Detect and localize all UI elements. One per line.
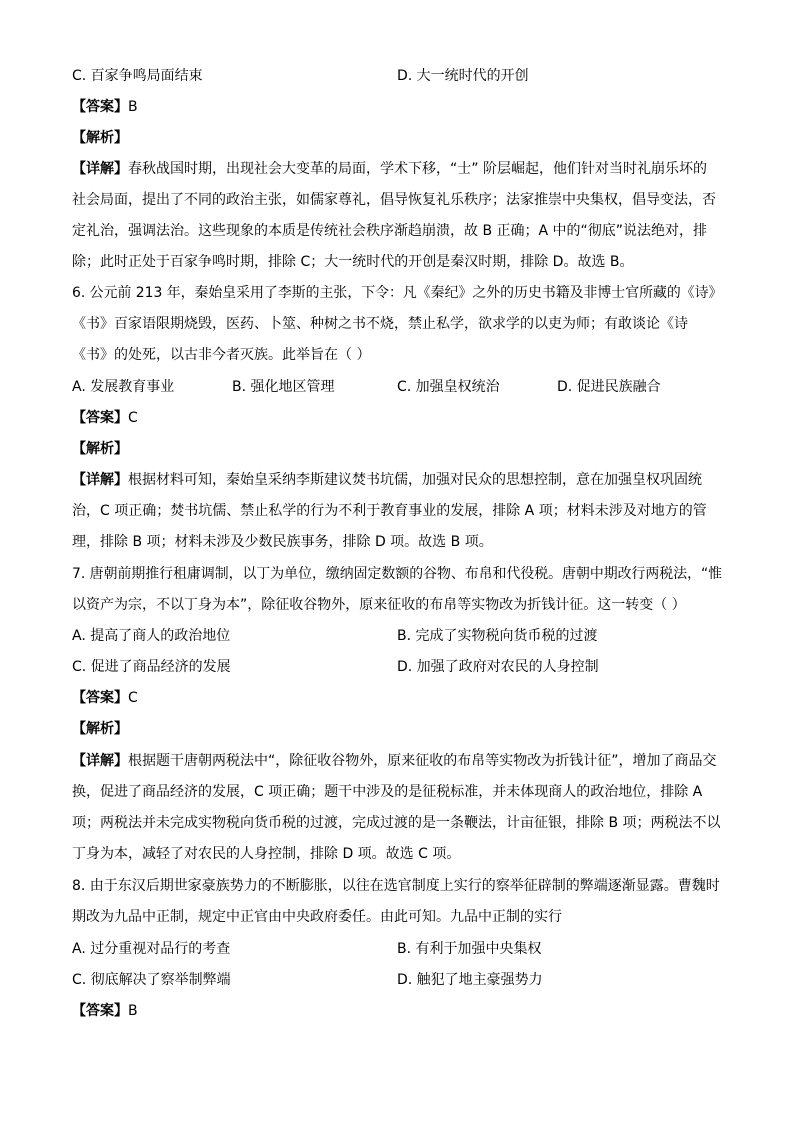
- q8-option-d: D. 触犯了地主豪强势力: [397, 972, 543, 988]
- q5-detail-line-4: 除；此时正处于百家争鸣时期，排除 C；大一统时代的开创是秦汉时期，排除 D。故选 B。: [72, 254, 634, 270]
- q5-detail-line-3: 定礼治，强调法治。这些现象的本质是传统社会秩序渐趋崩溃，故 B 正确；A 中的“彻底”说法绝对，排: [72, 223, 708, 239]
- q8-answer-line: [72, 1001, 138, 1021]
- q8-option-c: C. 彻底解决了察举制弊端: [72, 972, 231, 988]
- q6-stem-line-2: 《书》百家语限期烧毁，医药、卜筮、种树之书不烧，禁止私学，欲求学的以吏为师；有敢谈论《诗: [72, 316, 688, 332]
- q6-answer-line: [72, 408, 138, 428]
- q8-option-b: B. 有利于加强中央集权: [397, 941, 542, 957]
- q7-option-a: A. 提高了商人的政治地位: [72, 628, 231, 644]
- q7-detail-line-3: 项；两税法并未完成实物税向货币税的过渡，完成过渡的是一条鞭法，计亩征银，排除 B 项；两税法不以: [72, 815, 721, 831]
- answer-tag: 【答案】: [72, 410, 128, 426]
- detail-tag: 【详解】: [72, 753, 128, 769]
- q5-answer: B: [128, 99, 138, 115]
- q7-option-b: B. 完成了实物税向货币税的过渡: [397, 628, 598, 644]
- answer-tag: 【答案】: [72, 1003, 128, 1019]
- q7-detail-text-1: 根据题干唐朝两税法中“，除征收谷物外，原来征收的布帛等实物改为折钱计征”，增加了商品交: [128, 753, 717, 769]
- q7-detail-line-4: 丁身为本，减轻了对农民的人身控制，排除 D 项。故选 C 项。: [72, 846, 461, 862]
- analysis-tag: 【解析】: [72, 130, 128, 146]
- q8-stem-line-1: 8. 由于东汉后期世家豪族势力的不断膨胀，以往在选官制度上实行的察举征辟制的弊端逐渐显露。曹魏时: [72, 878, 720, 894]
- analysis-tag: 【解析】: [72, 441, 128, 457]
- q6-detail-line-3: 理，排除 B 项；材料未涉及少数民族事务，排除 D 项。故选 B 项。: [72, 534, 493, 550]
- q7-analysis-tag: [72, 719, 128, 739]
- q6-detail-line-2: 治，C 项正确；焚书坑儒、禁止私学的行为不利于教育事业的发展，排除 A 项；材料未涉及对地方的管: [72, 503, 707, 519]
- q8-answer: B: [128, 1003, 138, 1019]
- q6-option-a: A. 发展教育事业: [72, 379, 175, 395]
- q5-option-d: D. 大一统时代的开创: [397, 68, 529, 84]
- q7-option-d: D. 加强了政府对农民的人身控制: [397, 659, 599, 675]
- q7-detail-line-2: 换，促进了商品经济的发展，C 项正确；题干中涉及的是征税标准，并未体现商人的政治地位，排除 A: [72, 784, 703, 800]
- q5-answer-line: [72, 97, 138, 117]
- q5-detail-text-1: 春秋战国时期，出现社会大变革的局面，学术下移，“士” 阶层崛起，他们针对当时礼崩乐坏的: [128, 161, 707, 177]
- q7-answer-line: [72, 688, 138, 708]
- q5-detail-line-1: [72, 159, 707, 179]
- q6-detail-line-1: [72, 470, 702, 490]
- q6-detail-text-1: 根据材料可知，秦始皇采纳李斯建议焚书坑儒，加强对民众的思想控制，意在加强皇权巩固统: [128, 472, 702, 488]
- q7-stem-line-2: 以资产为宗，不以丁身为本”，除征收谷物外，原来征收的布帛等实物改为折钱计征。这一转变（ ）: [72, 597, 686, 613]
- q7-stem-line-1: 7. 唐朝前期推行租庸调制，以丁为单位，缴纳固定数额的谷物、布帛和代役税。唐朝中期改行两税法，“惟: [72, 566, 723, 582]
- q6-stem-line-1: 6. 公元前 213 年，秦始皇采用了李斯的主张，下令：凡《秦纪》之外的历史书籍及非博士官所藏的《诗》: [72, 285, 723, 301]
- q8-stem-line-2: 期改为九品中正制，规定中正官由中央政府委任。由此可知。九品中正制的实行: [72, 909, 562, 925]
- q6-stem-line-3: 《书》的处死，以古非今者灭族。此举旨在（ ）: [72, 347, 371, 363]
- q7-answer: C: [128, 690, 138, 706]
- q6-answer: C: [128, 410, 138, 426]
- q6-option-d: D. 促进民族融合: [557, 379, 661, 395]
- q6-analysis-tag: [72, 439, 128, 459]
- q5-detail-line-2: 社会局面，提出了不同的政治主张，如儒家尊礼，倡导恢复礼乐秩序；法家推崇中央集权，倡导变法，否: [72, 192, 716, 208]
- q8-option-a: A. 过分重视对品行的考查: [72, 941, 231, 957]
- q6-option-b: B. 强化地区管理: [232, 379, 335, 395]
- analysis-tag: 【解析】: [72, 721, 128, 737]
- q7-detail-line-1: [72, 751, 717, 771]
- detail-tag: 【详解】: [72, 472, 128, 488]
- answer-tag: 【答案】: [72, 99, 128, 115]
- q5-option-c: C. 百家争鸣局面结束: [72, 68, 203, 84]
- detail-tag: 【详解】: [72, 161, 128, 177]
- q7-option-c: C. 促进了商品经济的发展: [72, 659, 231, 675]
- answer-tag: 【答案】: [72, 690, 128, 706]
- q5-analysis-tag: [72, 128, 128, 148]
- q6-option-c: C. 加强皇权统治: [397, 379, 500, 395]
